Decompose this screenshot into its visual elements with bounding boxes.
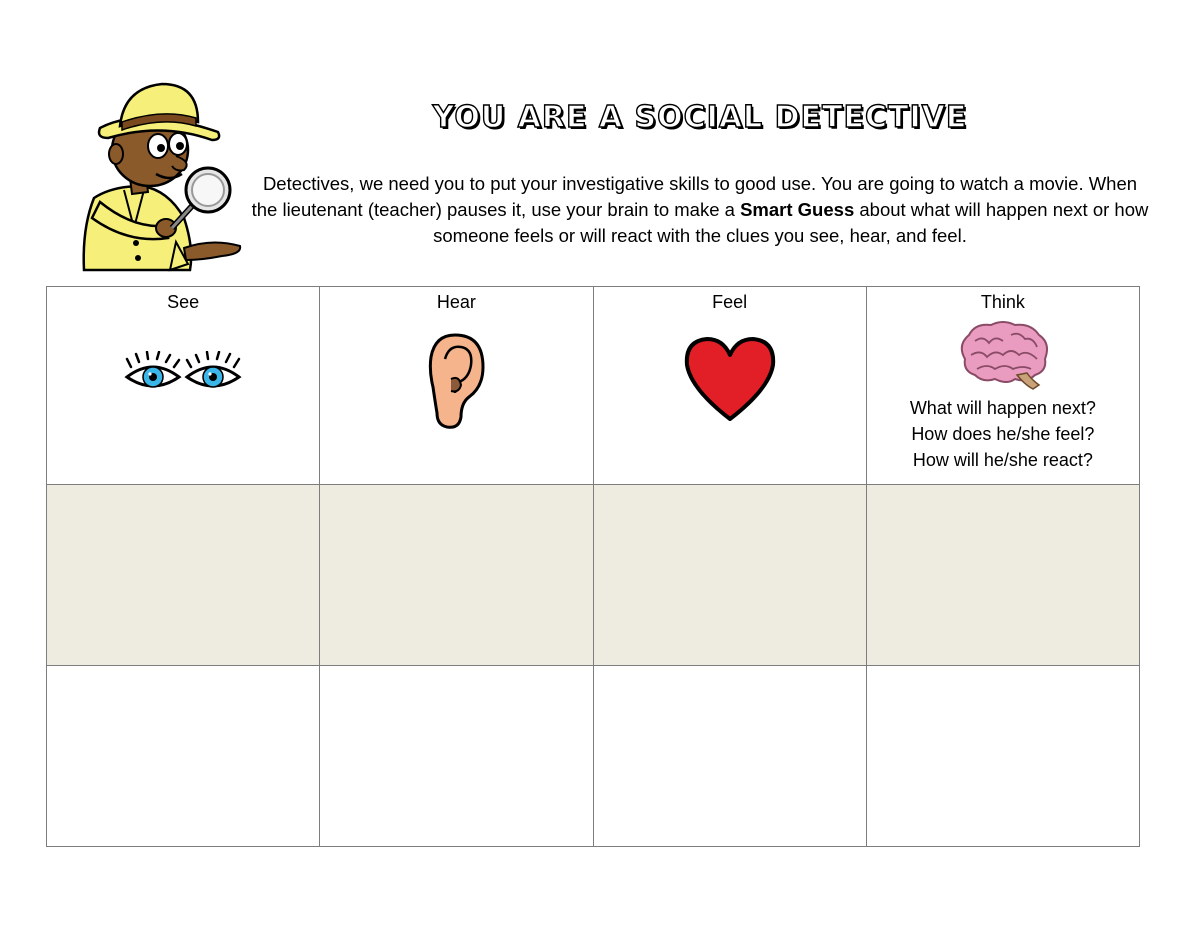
page-title: YOU ARE A SOCIAL DETECTIVE — [432, 100, 968, 135]
answer-cell-feel[interactable] — [593, 666, 866, 847]
eyes-icon — [123, 351, 243, 397]
answer-cell-feel[interactable] — [593, 485, 866, 666]
answer-cell-think[interactable] — [866, 666, 1139, 847]
intro-text — [250, 171, 1150, 249]
heart-icon — [683, 335, 777, 423]
intro-text-before: Detectives, we need you to put your investigative skills to good use. You are going to watch a movie. When the lieutenant (teacher) pauses it, use your brain to make a — [251, 173, 1138, 220]
answer-row-2 — [47, 666, 1140, 847]
ear-icon — [425, 331, 487, 431]
column-label-see: See — [167, 292, 200, 312]
answer-row-1 — [47, 485, 1140, 666]
column-label-hear: Hear — [436, 292, 476, 312]
answer-cell-see[interactable] — [47, 666, 320, 847]
column-label-think: Think — [980, 292, 1025, 312]
header-row — [47, 287, 1140, 485]
answer-cell-hear[interactable] — [320, 485, 593, 666]
answer-cell-hear[interactable] — [320, 666, 593, 847]
answer-cell-think[interactable] — [866, 485, 1139, 666]
header-cell-feel — [593, 287, 866, 485]
think-question: How does he/she feel? — [911, 424, 1095, 444]
think-question: What will happen next? — [909, 398, 1096, 418]
header-cell-hear — [320, 287, 593, 485]
think-questions — [867, 395, 1139, 473]
detective-illustration — [72, 78, 244, 274]
column-label-feel: Feel — [712, 292, 748, 312]
header-cell-see — [47, 287, 320, 485]
header-cell-think — [866, 287, 1139, 485]
answer-cell-see[interactable] — [47, 485, 320, 666]
brain-icon — [955, 319, 1051, 391]
intro-text-after: about what will happen next or how someone feels or will react with the clues you see, hear, and feel. — [433, 199, 1149, 246]
think-question: How will he/she react? — [912, 450, 1093, 470]
clue-table — [46, 286, 1140, 847]
intro-text-emphasis: Smart Guess — [740, 199, 855, 220]
